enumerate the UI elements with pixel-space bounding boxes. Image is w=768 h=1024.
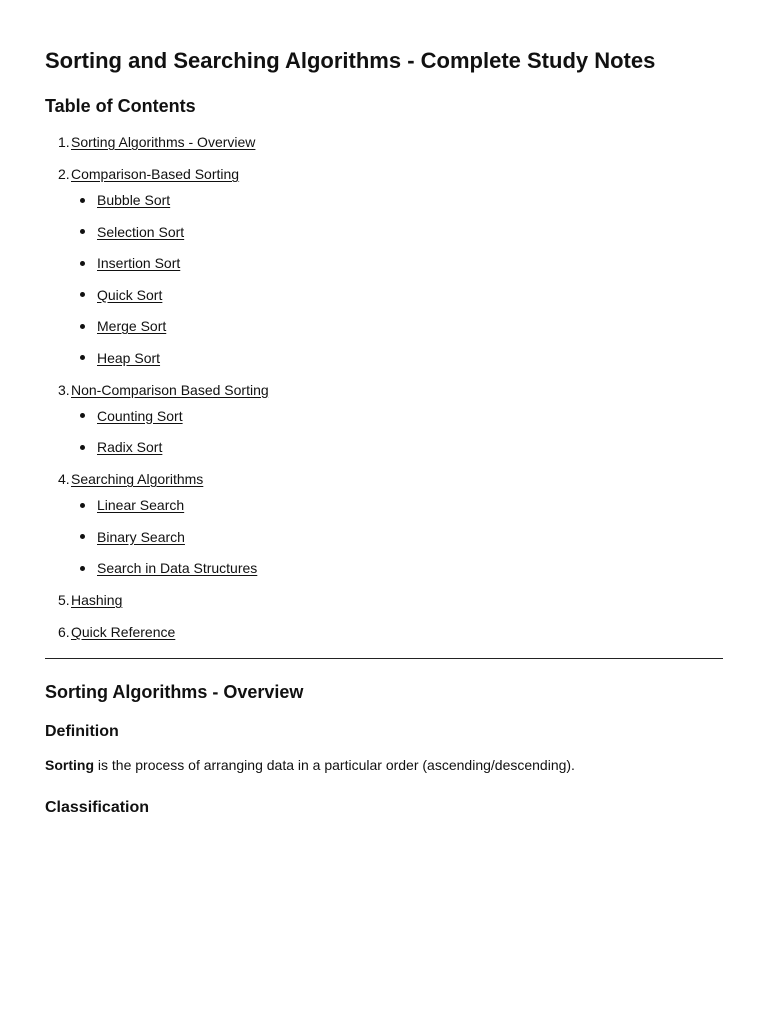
section-heading: Sorting Algorithms - Overview <box>45 682 304 702</box>
toc-link-non-comparison-sorting[interactable]: Non-Comparison Based Sorting <box>71 381 269 398</box>
toc-number: 5. <box>58 592 70 608</box>
toc-link-sorting-overview[interactable]: Sorting Algorithms - Overview <box>71 134 256 150</box>
definition-text: is the process of arranging data in a particular order (ascending/descending). <box>94 757 575 773</box>
toc-subitem <box>97 438 723 456</box>
toc-sublist <box>71 496 723 577</box>
toc-subitem <box>97 223 723 241</box>
toc-subitem <box>97 286 723 304</box>
toc-item <box>58 470 723 577</box>
toc-number: 1. <box>58 134 70 150</box>
toc-subitem <box>97 191 723 209</box>
toc-link-radix-sort[interactable]: Radix Sort <box>97 439 163 455</box>
toc-link-quick-sort[interactable]: Quick Sort <box>97 286 163 303</box>
definition-heading: Definition <box>45 723 119 740</box>
toc-subitem <box>97 496 723 514</box>
toc-heading: Table of Contents <box>45 96 196 116</box>
toc-item <box>58 165 723 367</box>
toc-link-bubble-sort[interactable]: Bubble Sort <box>97 192 171 208</box>
toc-link-comparison-sorting[interactable]: Comparison-Based Sorting <box>71 166 240 182</box>
toc-link-hashing[interactable]: Hashing <box>71 592 123 608</box>
toc-item <box>58 623 723 641</box>
bullet-icon <box>80 355 85 360</box>
bullet-icon <box>80 261 85 266</box>
bullet-icon <box>80 503 85 508</box>
bullet-icon <box>80 534 85 539</box>
toc-number: 2. <box>58 166 70 182</box>
bullet-icon <box>80 566 85 571</box>
toc-item <box>58 591 723 609</box>
bullet-icon <box>80 292 85 297</box>
toc-sublist <box>71 191 723 367</box>
toc-subitem <box>97 407 723 425</box>
bullet-icon <box>80 198 85 203</box>
table-of-contents <box>45 133 723 641</box>
section-divider <box>45 658 723 659</box>
bullet-icon <box>80 413 85 418</box>
toc-number: 6. <box>58 624 70 640</box>
toc-link-linear-search[interactable]: Linear Search <box>97 497 185 513</box>
bullet-icon <box>80 324 85 329</box>
toc-subitem <box>97 559 723 577</box>
toc-number: 3. <box>58 381 70 398</box>
toc-item <box>58 133 723 151</box>
bullet-icon <box>80 229 85 234</box>
toc-link-insertion-sort[interactable]: Insertion Sort <box>97 255 181 271</box>
definition-paragraph <box>45 755 723 775</box>
toc-item <box>58 381 723 457</box>
definition-term: Sorting <box>45 757 94 773</box>
classification-heading: Classification <box>45 799 150 816</box>
toc-link-searching-algorithms[interactable]: Searching Algorithms <box>71 471 204 487</box>
toc-link-binary-search[interactable]: Binary Search <box>97 528 185 545</box>
toc-number: 4. <box>58 471 70 487</box>
toc-link-selection-sort[interactable]: Selection Sort <box>97 223 185 240</box>
toc-link-heap-sort[interactable]: Heap Sort <box>97 349 161 366</box>
toc-link-merge-sort[interactable]: Merge Sort <box>97 318 167 334</box>
toc-link-quick-reference[interactable]: Quick Reference <box>71 624 176 640</box>
toc-link-counting-sort[interactable]: Counting Sort <box>97 407 183 424</box>
bullet-icon <box>80 445 85 450</box>
toc-subitem <box>97 254 723 272</box>
toc-subitem <box>97 528 723 546</box>
document-title: Sorting and Searching Algorithms - Complete Study Notes <box>45 48 656 73</box>
toc-subitem <box>97 349 723 367</box>
toc-sublist <box>71 407 723 457</box>
toc-subitem <box>97 317 723 335</box>
toc-link-search-data-structures[interactable]: Search in Data Structures <box>97 560 258 576</box>
